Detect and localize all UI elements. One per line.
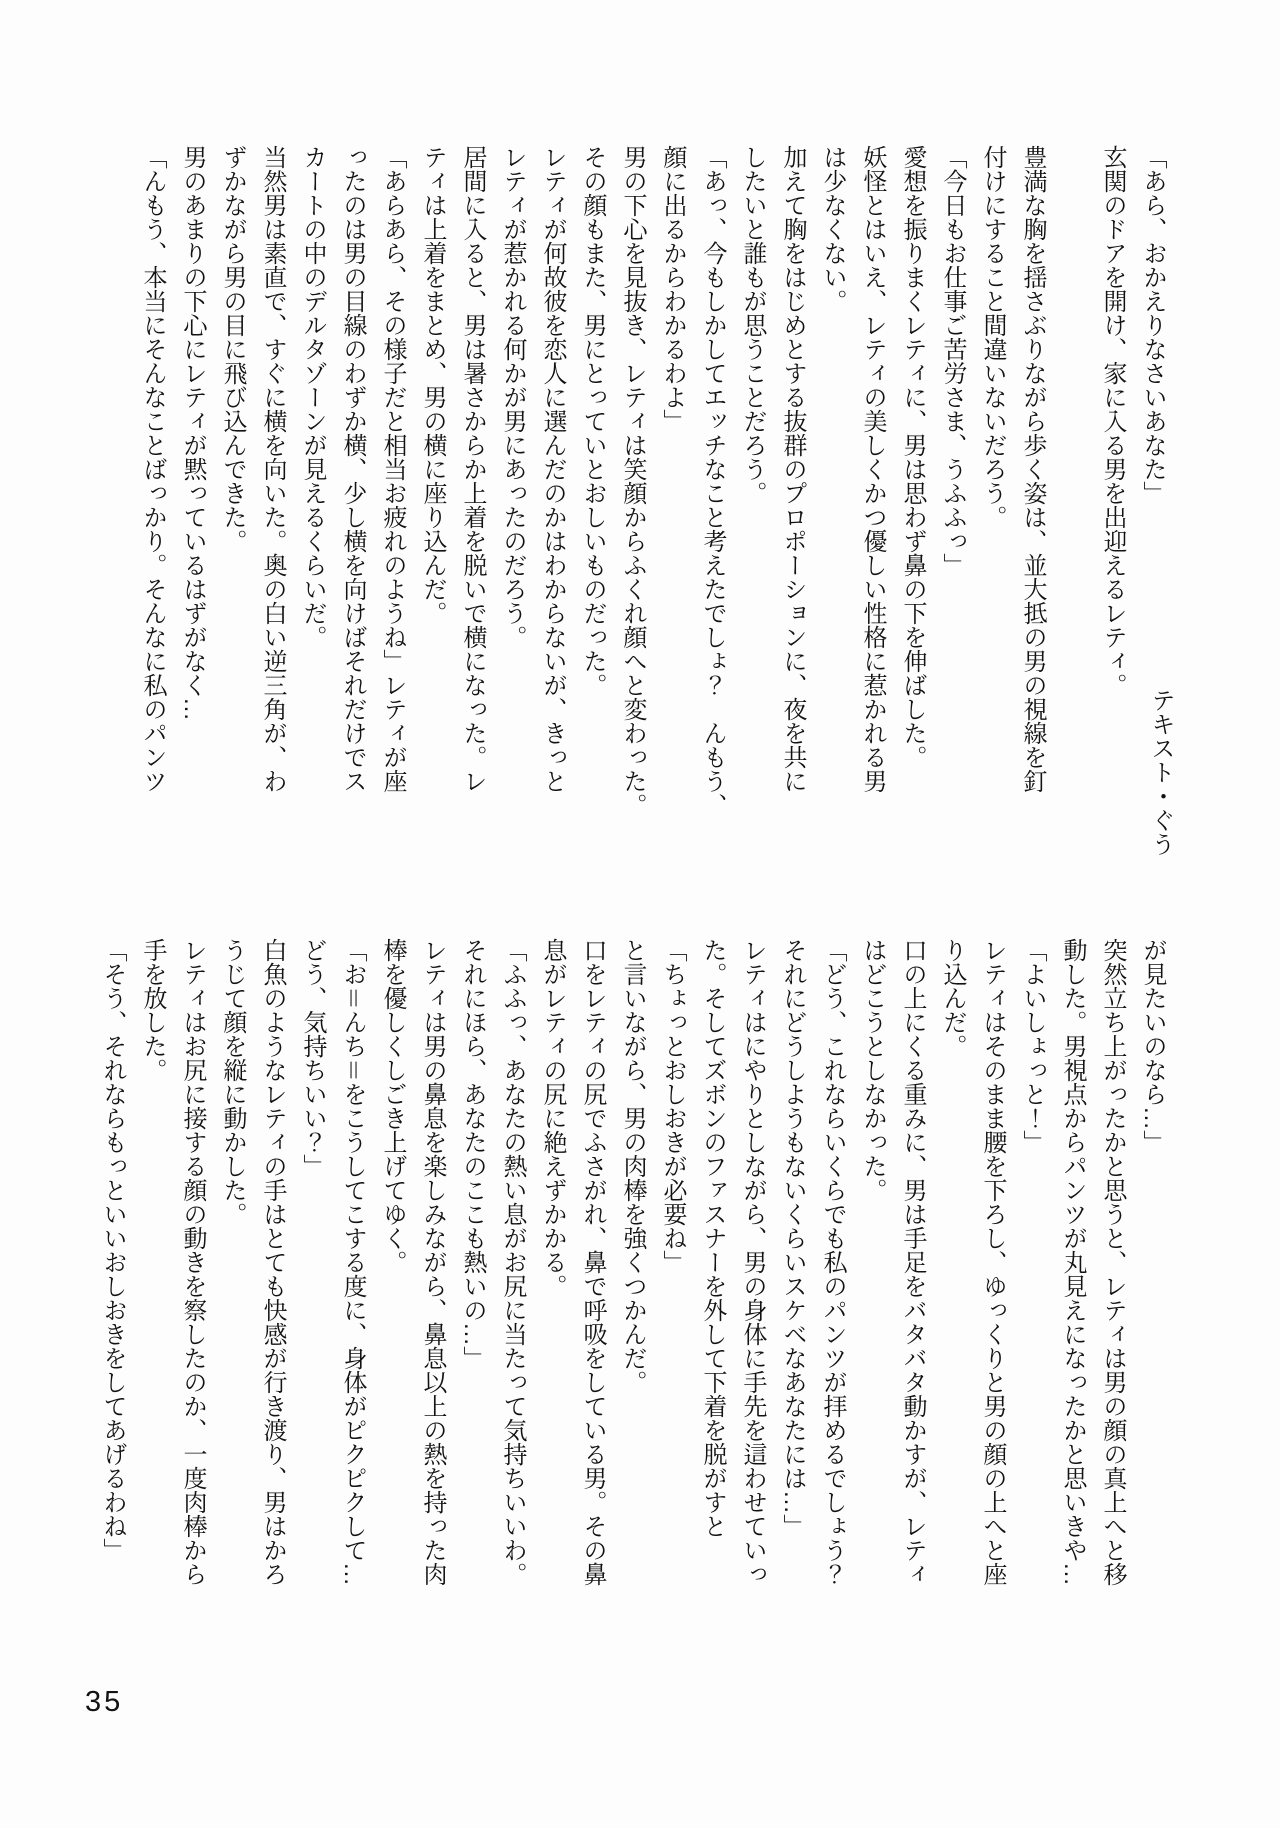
text-line: 「あらあら、その様子だと相当お疲れのようね」レティが座 — [379, 145, 406, 793]
page-number: 35 — [85, 1686, 124, 1718]
text-line: 「今日もお仕事ご苦労さま、うふふっ」 — [939, 145, 966, 577]
text-line: 豊満な胸を揺さぶりながら歩く姿は、並大抵の男の視線を釘 — [1019, 145, 1046, 793]
text-line: ったのは男の目線のわずか横、少し横を向けばそれだけでス — [339, 145, 366, 793]
text-line: り込んだ。 — [939, 938, 966, 1058]
text-line: レティは男の鼻息を楽しみながら、鼻息以上の熱を持った肉 — [419, 938, 446, 1586]
text-line: レティが何故彼を恋人に選んだのかはわからないが、きっと — [539, 145, 566, 793]
text-line: その顔もまた、男にとっていとおしいものだった。 — [579, 145, 606, 697]
text-line: 突然立ち上がったかと思うと、レティは男の顔の真上へと移 — [1099, 938, 1126, 1586]
text-line: 手を放した。 — [139, 938, 166, 1082]
text-line: 白魚のようなレティの手はとても快感が行き渡り、男はかろ — [259, 938, 286, 1586]
text-line: 付けにすること間違いないだろう。 — [979, 145, 1006, 529]
text-line: 男のあまりの下心にレティが黙っているはずがなく… — [179, 145, 206, 721]
text-line: 「お＝んち＝をこうしてこする度に、身体がピクピクして… — [339, 938, 366, 1586]
text-line: 「ちょっとおしおきが必要ね」 — [659, 938, 686, 1274]
text-line: うじて顔を縦に動かした。 — [219, 938, 246, 1226]
text-line: どう、気持ちいい？」 — [299, 938, 326, 1178]
text-line: ずかながら男の目に飛び込んできた。 — [219, 145, 246, 553]
text-line: 口の上にくる重みに、男は手足をバタバタ動かすが、レティ — [899, 938, 926, 1586]
text-line: それにどうしようもないくらいスケベなあなたには…」 — [779, 938, 806, 1538]
text-line: 動した。男視点からパンツが丸見えになったかと思いきや… — [1059, 938, 1086, 1586]
text-line: と言いながら、男の肉棒を強くつかんだ。 — [619, 938, 646, 1394]
text-line: レティはそのまま腰を下ろし、ゆっくりと男の顔の上へと座 — [979, 938, 1006, 1586]
text-line: 口をレティの尻でふさがれ、鼻で呼吸をしている男。その鼻 — [579, 938, 606, 1586]
text-line: 男の下心を見抜き、レティは笑顔からふくれ顔へと変わった。 — [619, 145, 646, 817]
text-line: 「ふふっ、あなたの熱い息がお尻に当たって気持ちいいわ。 — [499, 938, 526, 1586]
text-line: カートの中のデルタゾーンが見えるくらいだ。 — [299, 145, 326, 649]
text-line: は少なくない。 — [819, 145, 846, 313]
text-line: したいと誰もが思うことだろう。 — [739, 145, 766, 505]
text-line: 「あら、おかえりなさいあなた」 — [1139, 145, 1166, 505]
blank-line — [1052, 145, 1092, 845]
text-line: 顔に出るからわかるわよ」 — [659, 145, 686, 433]
text-block-top — [132, 145, 1172, 845]
text-line: 「んもう、本当にそんなことばっかり。そんなに私のパンツ — [139, 145, 166, 793]
text-line: が見たいのなら…」 — [1139, 938, 1166, 1154]
text-line: 息がレティの尻に絶えずかかる。 — [539, 938, 566, 1298]
text-line: レティはにやりとしながら、男の身体に手先を這わせていっ — [739, 938, 766, 1586]
text-line: 当然男は素直で、すぐに横を向いた。奥の白い逆三角が、わ — [259, 145, 286, 793]
text-line: 「あっ、今もしかしてエッチなこと考えたでしょ？ んもう、 — [699, 145, 726, 817]
text-line: 玄関のドアを開け、家に入る男を出迎えるレティ。 — [1099, 145, 1126, 697]
text-block-bottom — [92, 938, 1172, 1638]
text-line: 棒を優しくしごき上げてゆく。 — [379, 938, 406, 1274]
credit-block — [1140, 688, 1180, 898]
text-line: ティは上着をまとめ、男の横に座り込んだ。 — [419, 145, 446, 625]
text-line: 居間に入ると、男は暑さからか上着を脱いで横になった。レ — [459, 145, 486, 793]
text-line: レティはお尻に接する顔の動きを察したのか、一度肉棒から — [179, 938, 206, 1586]
text-line: た。そしてズボンのファスナーを外して下着を脱がすと — [699, 938, 726, 1538]
text-line: 愛想を振りまくレティに、男は思わず鼻の下を伸ばした。 — [899, 145, 926, 769]
text-line: 「よいしょっと！」 — [1019, 938, 1046, 1154]
text-line: 「そう、それならもっといいおしおきをしてあげるわね」 — [99, 938, 126, 1562]
text-line: 妖怪とはいえ、レティの美しくかつ優しい性格に惹かれる男 — [859, 145, 886, 793]
text-line: 加えて胸をはじめとする抜群のプロポーションに、夜を共に — [779, 145, 806, 793]
text-line: 「どう、これならいくらでも私のパンツが拝めるでしょう？ — [819, 938, 846, 1586]
text-line: それにほら、あなたのここも熱いの…」 — [459, 938, 486, 1370]
text-line: レティが惹かれる何かが男にあったのだろう。 — [499, 145, 526, 649]
text-line: はどこうとしなかった。 — [859, 938, 886, 1202]
credit-text: テキスト・ぐう — [1147, 688, 1174, 856]
